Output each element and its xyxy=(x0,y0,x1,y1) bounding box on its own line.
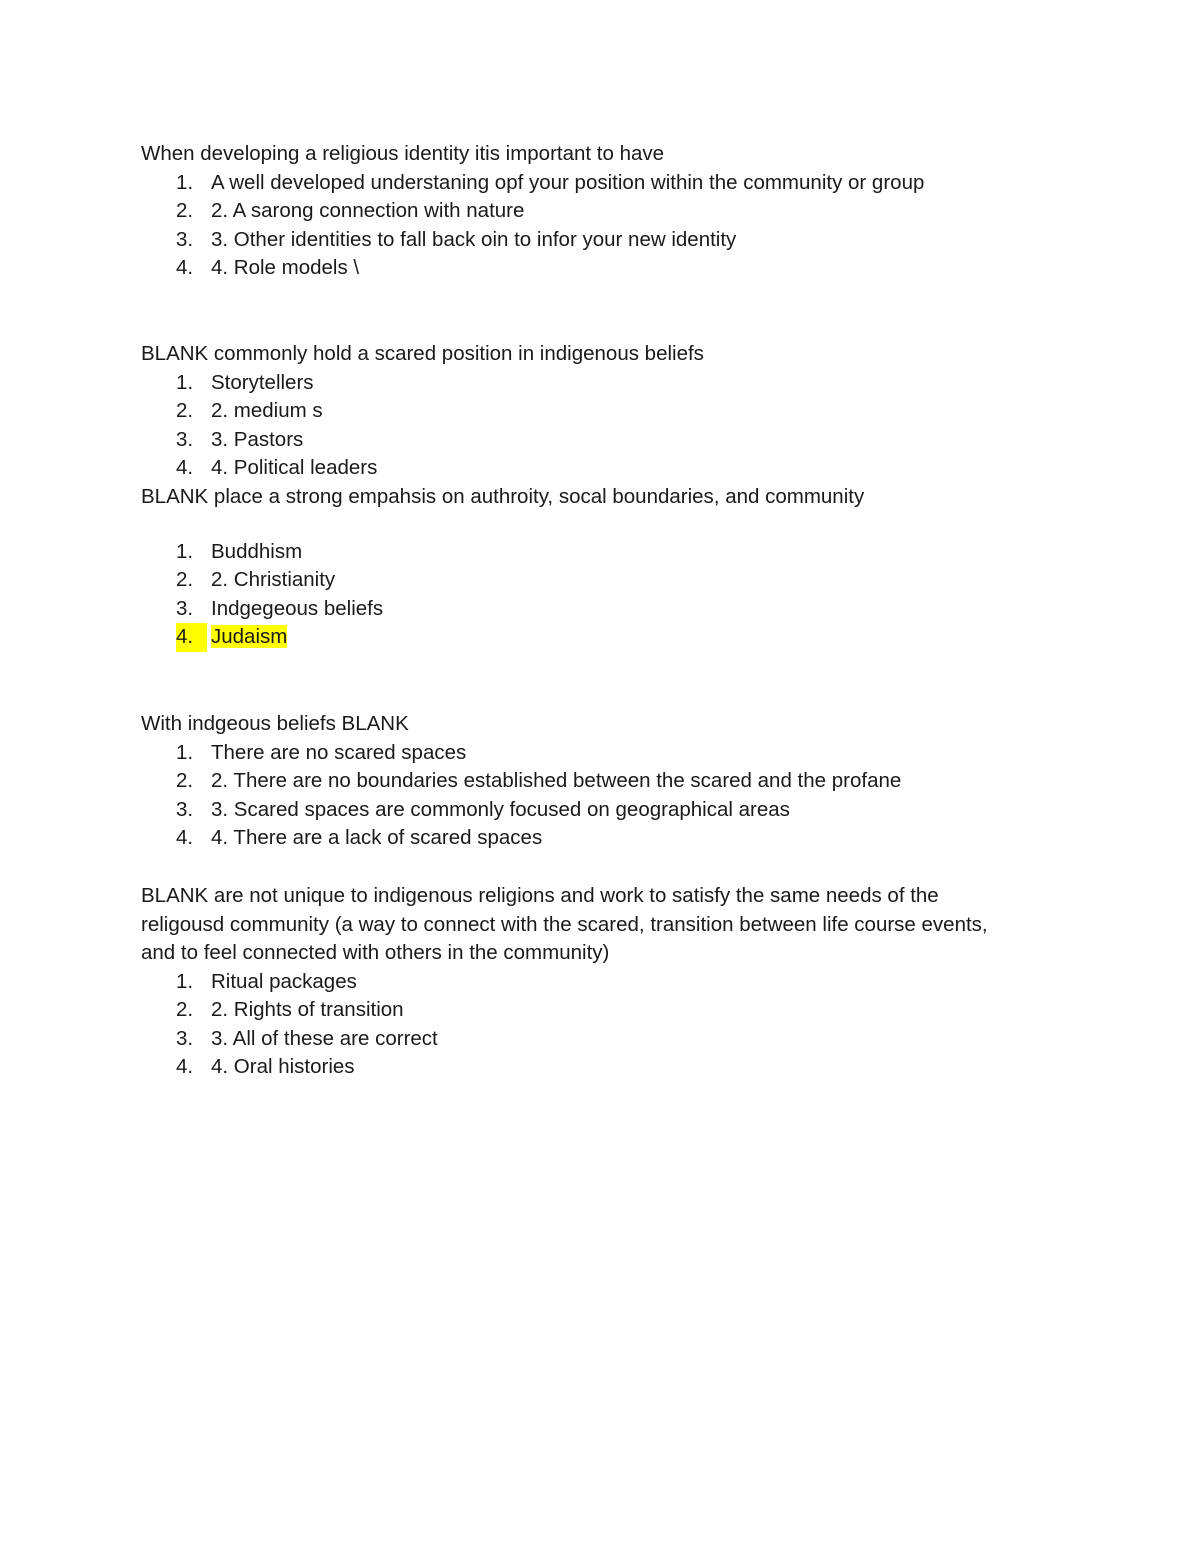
option: 1. There are no scared spaces xyxy=(176,740,467,764)
question-3-options xyxy=(141,538,1051,652)
question-5-options xyxy=(141,968,1051,1082)
option-highlighted: 4. Judaism xyxy=(141,623,1051,652)
option: 4. 4. Political leaders xyxy=(176,456,378,479)
option: 1. Ritual packages xyxy=(176,969,357,993)
question-3-text: BLANK place a strong empahsis on authroity, socal boundaries, and community xyxy=(141,485,865,508)
option: 2. 2. Rights of transition xyxy=(176,998,404,1021)
question-5-text xyxy=(141,882,1051,968)
question-2-options xyxy=(141,369,1051,483)
question-5 xyxy=(141,882,1051,1082)
option: 2. 2. A sarong connection with nature xyxy=(176,199,525,222)
question-4 xyxy=(141,710,1051,853)
question-1-text: When developing a religious identity itis important to have xyxy=(141,142,665,165)
question-2-text: BLANK commonly hold a scared position in indigenous beliefs xyxy=(141,342,704,365)
option: 4. 4. Oral histories xyxy=(176,1055,355,1078)
option: 3. 3. All of these are correct xyxy=(176,1026,438,1050)
option: 1. Storytellers xyxy=(176,370,314,394)
question-5-text-line: religousd community (a way to connect with the scared, transition between life course events, xyxy=(141,912,988,936)
question-3 xyxy=(141,483,1051,652)
question-1-options xyxy=(141,169,1051,283)
option: 3. 3. Scared spaces are commonly focused on geographical areas xyxy=(176,797,790,821)
option: 2. 2. Christianity xyxy=(176,568,336,591)
option: 3. 3. Other identities to fall back oin to infor your new identity xyxy=(176,227,737,251)
question-1 xyxy=(141,140,1051,283)
option: 3. 3. Pastors xyxy=(176,427,304,451)
option: 1. Buddhism xyxy=(176,539,303,563)
question-4-options xyxy=(141,739,1051,853)
option: 4. 4. Role models \ xyxy=(176,256,360,279)
option: 3. Indgegeous beliefs xyxy=(176,596,384,620)
option: 1. A well developed understaning opf your position within the community or group xyxy=(176,170,925,194)
option: 2. 2. There are no boundaries established between the scared and the profane xyxy=(176,769,902,792)
question-2 xyxy=(141,340,1051,483)
question-5-text-line: BLANK are not unique to indigenous religions and work to satisfy the same needs of the xyxy=(141,884,939,907)
option: 4. 4. There are a lack of scared spaces xyxy=(176,826,543,849)
option: 2. 2. medium s xyxy=(176,399,323,422)
question-5-text-line: and to feel connected with others in the community) xyxy=(141,941,610,964)
question-4-text: With indgeous beliefs BLANK xyxy=(141,712,409,735)
